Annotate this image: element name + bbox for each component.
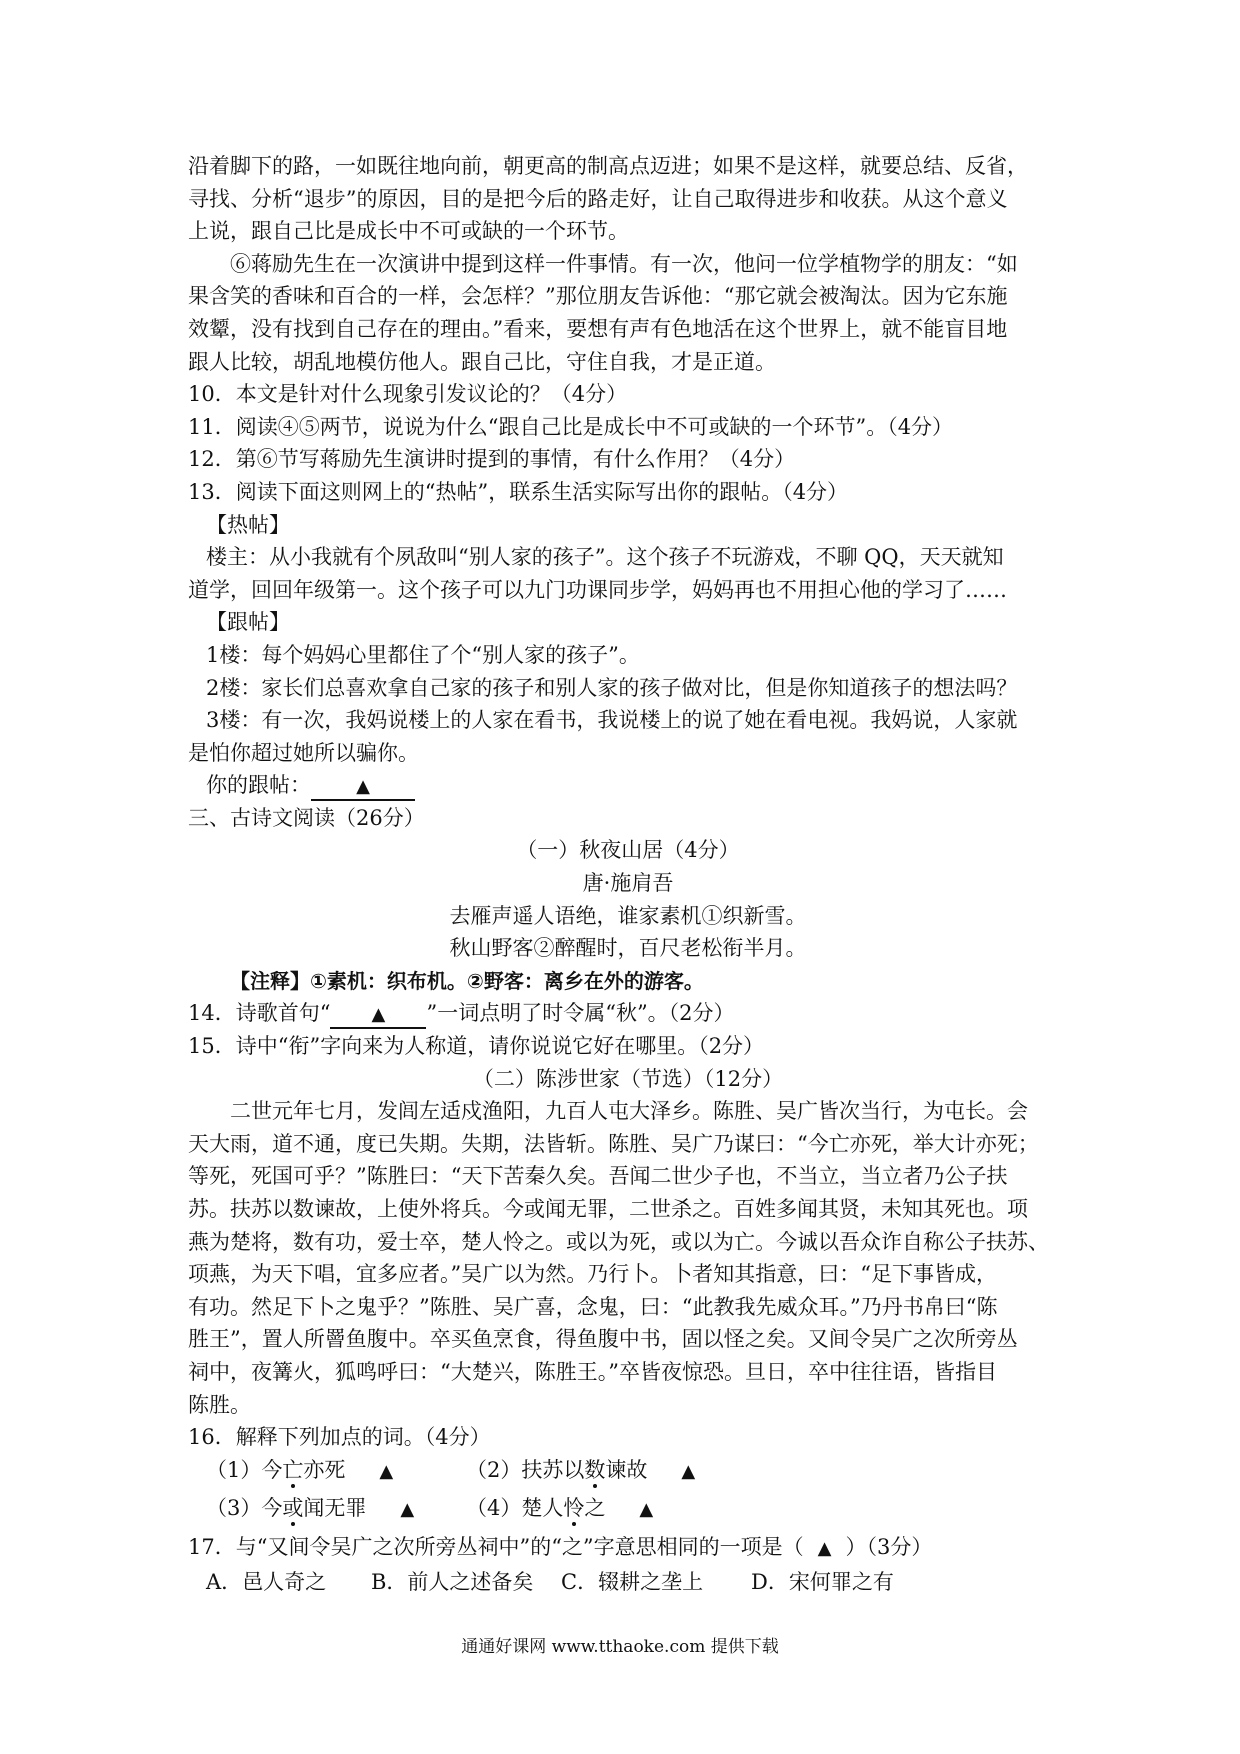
poem-note: 【注释】①素机：织布机。②野客：离乡在外的游客。 bbox=[230, 968, 704, 993]
text-line: 果含笑的香味和百合的一样，会怎样？”那位朋友告诉他：“那它就会被淘汰。因为它东施 bbox=[188, 284, 1008, 309]
q14-tail: ”一词点明了时令属“秋”。（2分） bbox=[426, 1001, 735, 1026]
question-15: 15．诗中“衔”字向来为人称道，请你说说它好在哪里。（2分） bbox=[188, 1034, 765, 1059]
item-number: （3） bbox=[206, 1496, 262, 1521]
text-line: 等死，死国可乎？”陈胜曰：“天下苦秦久矣。吾闻二世少子也，不当立，当立者乃公子扶 bbox=[188, 1164, 1008, 1189]
text-line: 沿着脚下的路，一如既往地向前，朝更高的制高点迈进；如果不是这样，就要总结、反省， bbox=[188, 154, 1028, 178]
item-text: 今 bbox=[261, 1496, 283, 1521]
question-14 bbox=[188, 997, 1068, 1030]
q16-item bbox=[206, 1454, 466, 1489]
q16-item bbox=[466, 1492, 653, 1527]
question-16 bbox=[188, 1421, 1068, 1527]
poem-line: 去雁声遥人语绝，谁家素机①织新雪。 bbox=[449, 903, 807, 928]
floor-2: 2楼：家长们总喜欢拿自己家的孩子和别人家的孩子做对比，但是你知道孩子的想法吗？ bbox=[206, 675, 1018, 700]
q16-row bbox=[188, 1492, 1068, 1527]
forum-thread bbox=[188, 509, 1068, 802]
triangle-icon: ▲ bbox=[371, 1004, 386, 1026]
text-line: 二世元年七月，发闾左适戍渔阳，九百人屯大泽乡。陈胜、吴广皆次当行，为屯长。会 bbox=[230, 1099, 1028, 1124]
text-line: 陈胜。 bbox=[188, 1392, 251, 1417]
q17-stem-line bbox=[188, 1531, 1068, 1566]
question-13: 13．阅读下面这则网上的“热帖”，联系生活实际写出你的跟帖。（4分） bbox=[188, 479, 849, 504]
prose bbox=[188, 1063, 1068, 1422]
text-line: 有功。然足下卜之鬼乎？”陈胜、吴广喜，念鬼，曰：“此教我先威众耳。”乃丹书帛曰“陈 bbox=[188, 1294, 998, 1319]
dotted-word: 或 bbox=[282, 1496, 304, 1521]
question-10: 10．本文是针对什么现象引发议论的？（4分） bbox=[188, 382, 628, 407]
paragraph-6 bbox=[188, 248, 1068, 378]
text-line: 苏。扶苏以数谏故，上使外将兵。今或闻无罪，二世杀之。百姓多闻其贤，未知其死也。项 bbox=[188, 1197, 1028, 1221]
option-b: B．前人之述备矣 bbox=[371, 1569, 534, 1594]
q16-item bbox=[466, 1454, 695, 1489]
poem-author: 唐·施肩吾 bbox=[582, 871, 674, 896]
dotted-word: 亡 bbox=[282, 1457, 304, 1482]
text-line: 燕为楚将，数有功，爱士卒，楚人怜之。或以为死，或以为亡。今诚以吾众诈自称公子扶苏、 bbox=[188, 1229, 1049, 1254]
item-text: 亦死 bbox=[303, 1457, 346, 1482]
option-c: C．辍耕之垄上 bbox=[561, 1569, 704, 1594]
text-line: 寻找、分析“退步”的原因，目的是把今后的路走好，让自己取得进步和收获。从这个意义 bbox=[188, 186, 1008, 211]
questions-10-13 bbox=[188, 378, 1068, 508]
dotted-word: 怜 bbox=[563, 1496, 585, 1521]
your-reply-label: 你的跟帖： bbox=[206, 773, 311, 798]
q16-item bbox=[206, 1492, 466, 1527]
question-12: 12．第⑥节写蒋励先生演讲时提到的事情，有什么作用？（4分） bbox=[188, 447, 796, 472]
question-17 bbox=[188, 1531, 1068, 1598]
q17-options bbox=[188, 1566, 1068, 1599]
item-text: 之 bbox=[584, 1496, 606, 1521]
item-text: 闻无罪 bbox=[303, 1496, 367, 1521]
item-number: （2） bbox=[466, 1457, 522, 1482]
floor-1: 1楼：每个妈妈心里都住了个“别人家的孩子”。 bbox=[206, 642, 640, 667]
answer-blank[interactable] bbox=[330, 1001, 426, 1029]
text-line: 跟人比较，胡乱地模仿他人。跟自己比，守住自我，才是正道。 bbox=[188, 349, 776, 374]
item-text: 扶苏以 bbox=[521, 1457, 585, 1482]
poem bbox=[188, 834, 1068, 997]
answer-blank[interactable] bbox=[311, 773, 415, 801]
q16-stem: 16．解释下列加点的词。（4分） bbox=[188, 1425, 491, 1450]
q14-stem: 14．诗歌首句“ bbox=[188, 1001, 331, 1026]
host-post-line: 楼主：从小我就有个夙敌叫“别人家的孩子”。这个孩子不玩游戏，不聊 QQ，天天就知 bbox=[206, 545, 1004, 570]
q17-stem: 17．与“又间令吴广之次所旁丛祠中”的“之”字意思相同的一项是（ bbox=[188, 1534, 804, 1559]
item-text: 今 bbox=[261, 1457, 283, 1482]
option-d: D．宋何罪之有 bbox=[751, 1569, 894, 1594]
text-line: 胜王”，置人所罾鱼腹中。卒买鱼烹食，得鱼腹中书，固以怪之矣。又间令吴广之次所旁丛 bbox=[188, 1327, 1018, 1352]
floor-3-line: 是怕你超过她所以骗你。 bbox=[188, 740, 419, 765]
floor-3-line: 3楼：有一次，我妈说楼上的人家在看书，我说楼上的说了她在看电视。我妈说，人家就 bbox=[206, 708, 1018, 733]
prose-title: （二）陈涉世家（节选）（12分） bbox=[472, 1066, 784, 1091]
section-3-title: 三、古诗文阅读（26分） bbox=[188, 805, 425, 830]
exam-page bbox=[188, 150, 1068, 1598]
question-11: 11．阅读④⑤两节，说说为什么“跟自己比是成长中不可或缺的一个环节”。（4分） bbox=[188, 414, 954, 439]
triangle-icon: ▲ bbox=[379, 1460, 394, 1482]
text-line: ⑥蒋励先生在一次演讲中提到这样一件事情。有一次，他问一位学植物学的朋友：“如 bbox=[230, 251, 1018, 276]
poem-line: 秋山野客②醉醒时，百尺老松衔半月。 bbox=[449, 936, 807, 961]
text-line: 效颦，没有找到自己存在的理由。”看来，要想有声有色地活在这个世界上，就不能盲目地 bbox=[188, 316, 1008, 341]
dotted-word: 数 bbox=[584, 1457, 606, 1482]
item-text: 谏故 bbox=[605, 1457, 648, 1482]
item-number: （4） bbox=[466, 1496, 522, 1521]
triangle-icon: ▲ bbox=[400, 1499, 415, 1521]
hot-post-label: 【热帖】 bbox=[206, 512, 290, 537]
item-text: 楚人 bbox=[521, 1496, 564, 1521]
reply-label: 【跟帖】 bbox=[206, 610, 290, 635]
host-post-line: 道学，回回年级第一。这个孩子可以九门功课同步学，妈妈再也不用担心他的学习了…… bbox=[188, 577, 1007, 602]
text-line: 上说，跟自己比是成长中不可或缺的一个环节。 bbox=[188, 219, 629, 244]
triangle-icon: ▲ bbox=[356, 776, 370, 798]
text-line: 祠中，夜篝火，狐鸣呼曰：“大楚兴，陈胜王。”卒皆夜惊恐。旦日，卒中往往语，皆指目 bbox=[188, 1359, 997, 1384]
poem-title: （一）秋夜山居（4分） bbox=[516, 838, 740, 863]
q16-row bbox=[188, 1454, 1068, 1489]
passage-end bbox=[188, 150, 1068, 248]
q17-tail: ）（3分） bbox=[845, 1534, 933, 1559]
your-reply bbox=[188, 769, 1068, 802]
triangle-icon: ▲ bbox=[817, 1537, 832, 1559]
page-footer: 通通好课网 www.tthaoke.com 提供下载 bbox=[461, 1637, 779, 1657]
text-line: 项燕，为天下唱，宜多应者。”吴广以为然。乃行卜。卜者知其指意，曰：“足下事皆成， bbox=[188, 1262, 997, 1287]
option-a: A．邑人奇之 bbox=[206, 1569, 327, 1594]
text-line: 天大雨，道不通，度已失期。失期，法皆斩。陈胜、吴广乃谋曰：“今亡亦死，举大计亦死； bbox=[188, 1131, 1039, 1156]
triangle-icon: ▲ bbox=[639, 1499, 654, 1521]
triangle-icon: ▲ bbox=[681, 1460, 696, 1482]
item-number: （1） bbox=[206, 1457, 262, 1482]
